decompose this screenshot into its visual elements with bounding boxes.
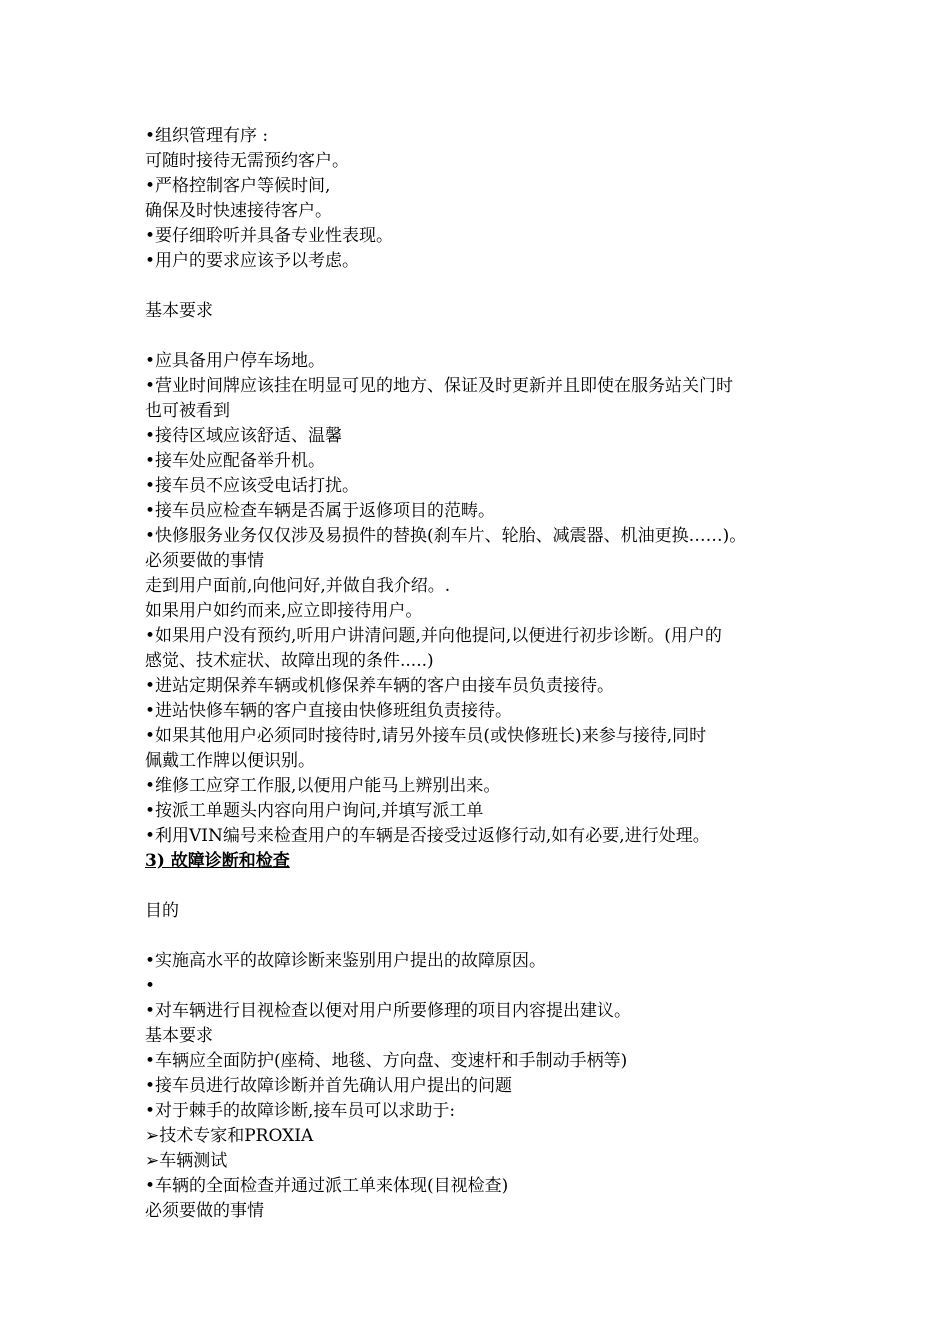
- text-line: •组织管理有序 :: [145, 126, 269, 146]
- text-line: •用户的要求应该予以考虑。: [145, 251, 360, 271]
- text-line: •应具备用户停车场地。: [145, 351, 326, 371]
- section-title: 基本要求: [145, 1026, 213, 1046]
- text-line: 可随时接待无需预约客户。: [145, 151, 349, 171]
- text-line: 走到用户面前,向他问好,并做自我介绍。.: [145, 576, 451, 596]
- section-title: 必须要做的事情: [145, 1201, 264, 1221]
- text-line: •进站快修车辆的客户直接由快修班组负责接待。: [145, 701, 513, 721]
- document-page: [145, 124, 815, 1224]
- text-line: •对于棘手的故障诊断,接车员可以求助于:: [145, 1101, 456, 1121]
- text-line: •快修服务业务仅仅涉及易损件的替换(刹车片、轮胎、减震器、机油更换……)。: [145, 526, 747, 546]
- text-line: •进站定期保养车辆或机修保养车辆的客户由接车员负责接待。: [145, 676, 615, 696]
- text-line: •维修工应穿工作服,以便用户能马上辨别出来。: [145, 776, 501, 796]
- text-line: 如果用户如约而来,应立即接待用户。: [145, 601, 423, 621]
- section-must-do: [145, 549, 815, 849]
- section-fault-diagnosis: [145, 849, 815, 1224]
- text-line: 感觉、技术症状、故障出现的条件.....): [145, 651, 434, 671]
- text-line: •对车辆进行目视检查以便对用户所要修理的项目内容提出建议。: [145, 1001, 632, 1021]
- text-line: 佩戴工作牌以便识别。: [145, 751, 315, 771]
- text-line: •实施高水平的故障诊断来鉴别用户提出的故障原因。: [145, 951, 547, 971]
- text-line: •接待区域应该舒适、温馨: [145, 426, 343, 446]
- text-line: •接车员进行故障诊断并首先确认用户提出的问题: [145, 1076, 513, 1096]
- text-line: ➢车辆测试: [145, 1151, 228, 1171]
- text-line: •车辆的全面检查并通过派工单来体现(目视检查): [145, 1176, 509, 1196]
- section-basic-requirements: [145, 299, 815, 549]
- section-title: 目的: [145, 901, 179, 921]
- section-title: 必须要做的事情: [145, 551, 264, 571]
- section-heading: 3) 故障诊断和检查: [145, 851, 290, 871]
- text-line: 也可被看到: [145, 401, 230, 421]
- spacer: [145, 274, 815, 299]
- text-line: •严格控制客户等候时间,: [145, 176, 331, 196]
- text-line: •营业时间牌应该挂在明显可见的地方、保证及时更新并且即使在服务站关门时: [145, 376, 734, 396]
- section-organization: [145, 124, 815, 274]
- text-line: •接车员不应该受电话打扰。: [145, 476, 360, 496]
- text-line: •利用VIN编号来检查用户的车辆是否接受过返修行动,如有必要,进行处理。: [145, 826, 710, 846]
- text-line: ➢技术专家和PROXIA: [145, 1126, 314, 1146]
- text-line: •接车处应配备举升机。: [145, 451, 326, 471]
- text-line: •车辆应全面防护(座椅、地毯、方向盘、变速杆和手制动手柄等): [145, 1051, 628, 1071]
- spacer: [145, 874, 815, 899]
- section-title: 基本要求: [145, 301, 213, 321]
- text-line: •如果其他用户必须同时接待时,请另外接车员(或快修班长)来参与接待,同时: [145, 726, 707, 746]
- text-line: 确保及时快速接待客户。: [145, 201, 332, 221]
- text-line: •: [145, 976, 156, 996]
- spacer: [145, 324, 815, 349]
- text-line: •如果用户没有预约,听用户讲清问题,并向他提问,以便进行初步诊断。(用户的: [145, 626, 722, 646]
- text-line: •按派工单题头内容向用户询问,并填写派工单: [145, 801, 484, 821]
- spacer: [145, 924, 815, 949]
- text-line: •要仔细聆听并具备专业性表现。: [145, 226, 394, 246]
- text-line: •接车员应检查车辆是否属于返修项目的范畴。: [145, 501, 496, 521]
